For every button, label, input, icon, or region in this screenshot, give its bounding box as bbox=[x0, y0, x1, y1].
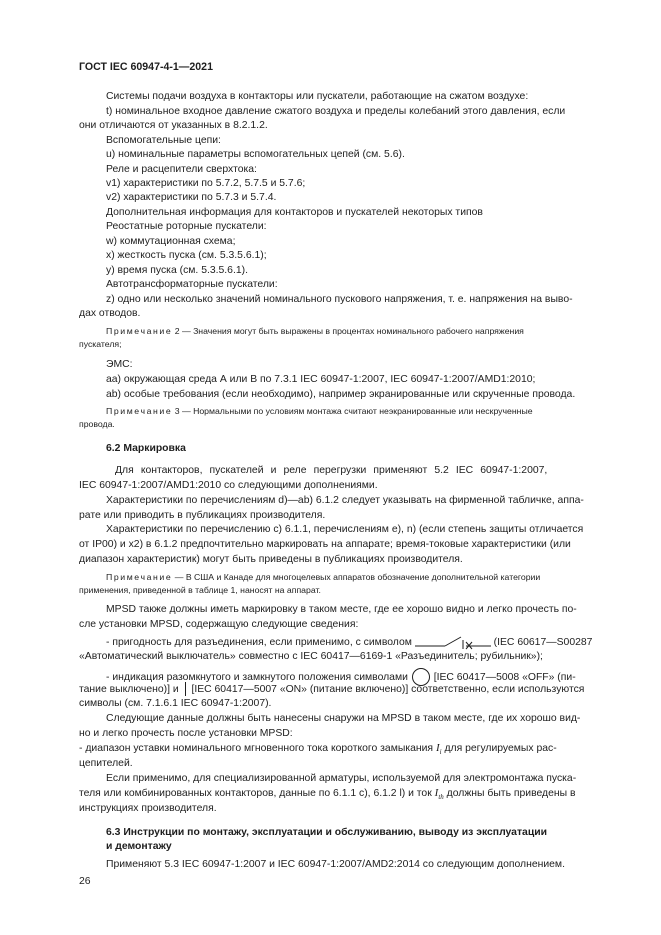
text-line: - индикация разомкнутого и замкнутого положения символами [IEC 60417—5008 «OFF» (пи- bbox=[106, 667, 576, 687]
text-line: «Автоматический выключатель» совместно с IEC 60417—6169-1 «Разъединитель; рубильник»); bbox=[79, 651, 543, 662]
section-heading: и демонтажу bbox=[106, 841, 172, 852]
text-line: рате или приводить в публикациях производителя. bbox=[79, 510, 326, 521]
note-line: провода. bbox=[79, 419, 115, 429]
text-line: Если применимо, для специализированной арматуры, используемой для электромонтажа пуска- bbox=[106, 773, 577, 784]
text-line: Реостатные роторные пускатели: bbox=[106, 221, 267, 232]
text-line: w) коммутационная схема; bbox=[106, 236, 236, 247]
text-line: от IP00) и x2) в 6.1.2 предпочтительно маркировать на аппарате; время-токовые характеристики (или bbox=[79, 539, 571, 550]
text-line: Вспомогательные цепи: bbox=[106, 135, 221, 146]
note-line: Примечание 2 — Значения могут быть выражены в процентах номинального рабочего напряжения bbox=[106, 326, 524, 336]
page-number: 26 bbox=[79, 876, 91, 887]
text-line: аа) окружающая среда А или В по 7.3.1 IEC 60947-1:2007, IEC 60947-1:2007/AMD1:2010; bbox=[106, 374, 536, 385]
section-heading: 6.3 Инструкции по монтажу, эксплуатации и обслуживанию, выводу из эксплуатации bbox=[106, 827, 547, 838]
note-line: пускателя; bbox=[79, 339, 122, 349]
text-line: Характеристики по перечислению с) 6.1.1, перечислениям е), n) (если степень защиты отличается bbox=[106, 524, 584, 535]
text-line: v1) характеристики по 5.7.2, 5.7.5 и 5.7.6; bbox=[106, 178, 306, 189]
current-symbol: $I_{th}$ bbox=[434, 787, 444, 802]
note-label: Примечание bbox=[106, 572, 173, 582]
text-line: - пригодность для разъединения, если применимо, с символом (IEC 60617—S00287 bbox=[106, 634, 592, 650]
text-line: IEC 60947-1:2007/AMD1:2010 со следующими дополнениями. bbox=[79, 480, 378, 491]
text-line: но и легко прочесть после установки MPSD: bbox=[79, 728, 293, 739]
section-heading: 6.2 Маркировка bbox=[106, 443, 186, 454]
text-line: MPSD также должны иметь маркировку в таком месте, где ее хорошо видно и легко прочесть по- bbox=[106, 604, 577, 615]
text-line: Характеристики по перечислениям d)—ab) 6.1.2 следует указывать на фирменной табличке, аппа- bbox=[106, 495, 584, 506]
text-line: - диапазон уставки номинального мгновенного тока короткого замыкания $I_i$ для регулируемых рас- bbox=[79, 742, 557, 757]
text-line: ab) особые требования (если необходимо), например экранированные или скрученные провода. bbox=[106, 389, 576, 400]
text-line: символы (см. 7.1.6.1 IEC 60947-1:2007). bbox=[79, 698, 272, 709]
text-line: y) время пуска (см. 5.3.5.6.1). bbox=[106, 265, 248, 276]
disconnector-switch-symbol bbox=[415, 634, 491, 650]
note-line: Примечание — В США и Канаде для многоцелевых аппаратов обозначение дополнительной категории bbox=[106, 572, 541, 582]
text-line: ЭМС: bbox=[106, 359, 133, 370]
text-line: цепителей. bbox=[79, 758, 133, 769]
note-label: Примечание bbox=[106, 326, 173, 336]
text-line: t) номинальное входное давление сжатого воздуха и пределы колебаний этого давления, если bbox=[106, 106, 566, 117]
text-line: сле установки MPSD, содержащую следующие сведения: bbox=[79, 619, 359, 630]
text-line: Для контакторов, пускателей и реле перегрузки применяют 5.2 IEC 60947-1:2007, bbox=[115, 465, 548, 476]
text-line: Применяют 5.3 IEC 60947-1:2007 и IEC 60947-1:2007/AMD2:2014 со следующим дополнением. bbox=[106, 859, 565, 870]
text-line: они отличаются от указанных в 8.2.1.2. bbox=[79, 120, 268, 131]
note-line: применения, приведенной в таблице 1, наносят на аппарат. bbox=[79, 585, 321, 595]
text-line: Следующие данные должны быть нанесены снаружи на MPSD в таком месте, где их хорошо вид- bbox=[106, 713, 581, 724]
note-label: Примечание bbox=[106, 406, 173, 416]
text-line: диапазон характеристик) могут быть приведены в публикациях производителя. bbox=[79, 554, 463, 565]
text-line: Реле и расцепители сверхтока: bbox=[106, 164, 257, 175]
text-line: теля или комбинированных контакторов, данные по 6.1.1 с), 6.1.2 l) и ток $I_{th}$ должны быть приведены в bbox=[79, 787, 576, 802]
on-line-symbol bbox=[182, 682, 189, 696]
text-line: Системы подачи воздуха в контакторы или пускатели, работающие на сжатом воздухе: bbox=[106, 91, 529, 102]
text-line: Автотрансформаторные пускатели: bbox=[106, 279, 278, 290]
text-line: x) жесткость пуска (см. 5.3.5.6.1); bbox=[106, 250, 267, 261]
text-line: u) номинальные параметры вспомогательных цепей (см. 5.6). bbox=[106, 149, 405, 160]
text-line: z) одно или несколько значений номинального пускового напряжения, т. е. напряжения на выво- bbox=[106, 294, 573, 305]
note-line: Примечание 3 — Нормальными по условиям монтажа считают неэкранированные или нескрученные bbox=[106, 406, 533, 416]
text-line: дах отводов. bbox=[79, 308, 141, 319]
text-line: v2) характеристики по 5.7.3 и 5.7.4. bbox=[106, 192, 277, 203]
document-header: ГОСТ IEC 60947-4-1—2021 bbox=[79, 61, 213, 73]
text-line: тание выключено)] и [IEC 60417—5007 «ON» (питание включено)] соответственно, если используются bbox=[79, 683, 585, 695]
text-line: Дополнительная информация для контакторов и пускателей некоторых типов bbox=[106, 207, 483, 218]
text-line: инструкциях производителя. bbox=[79, 803, 217, 814]
current-symbol: $I_i$ bbox=[435, 742, 442, 757]
